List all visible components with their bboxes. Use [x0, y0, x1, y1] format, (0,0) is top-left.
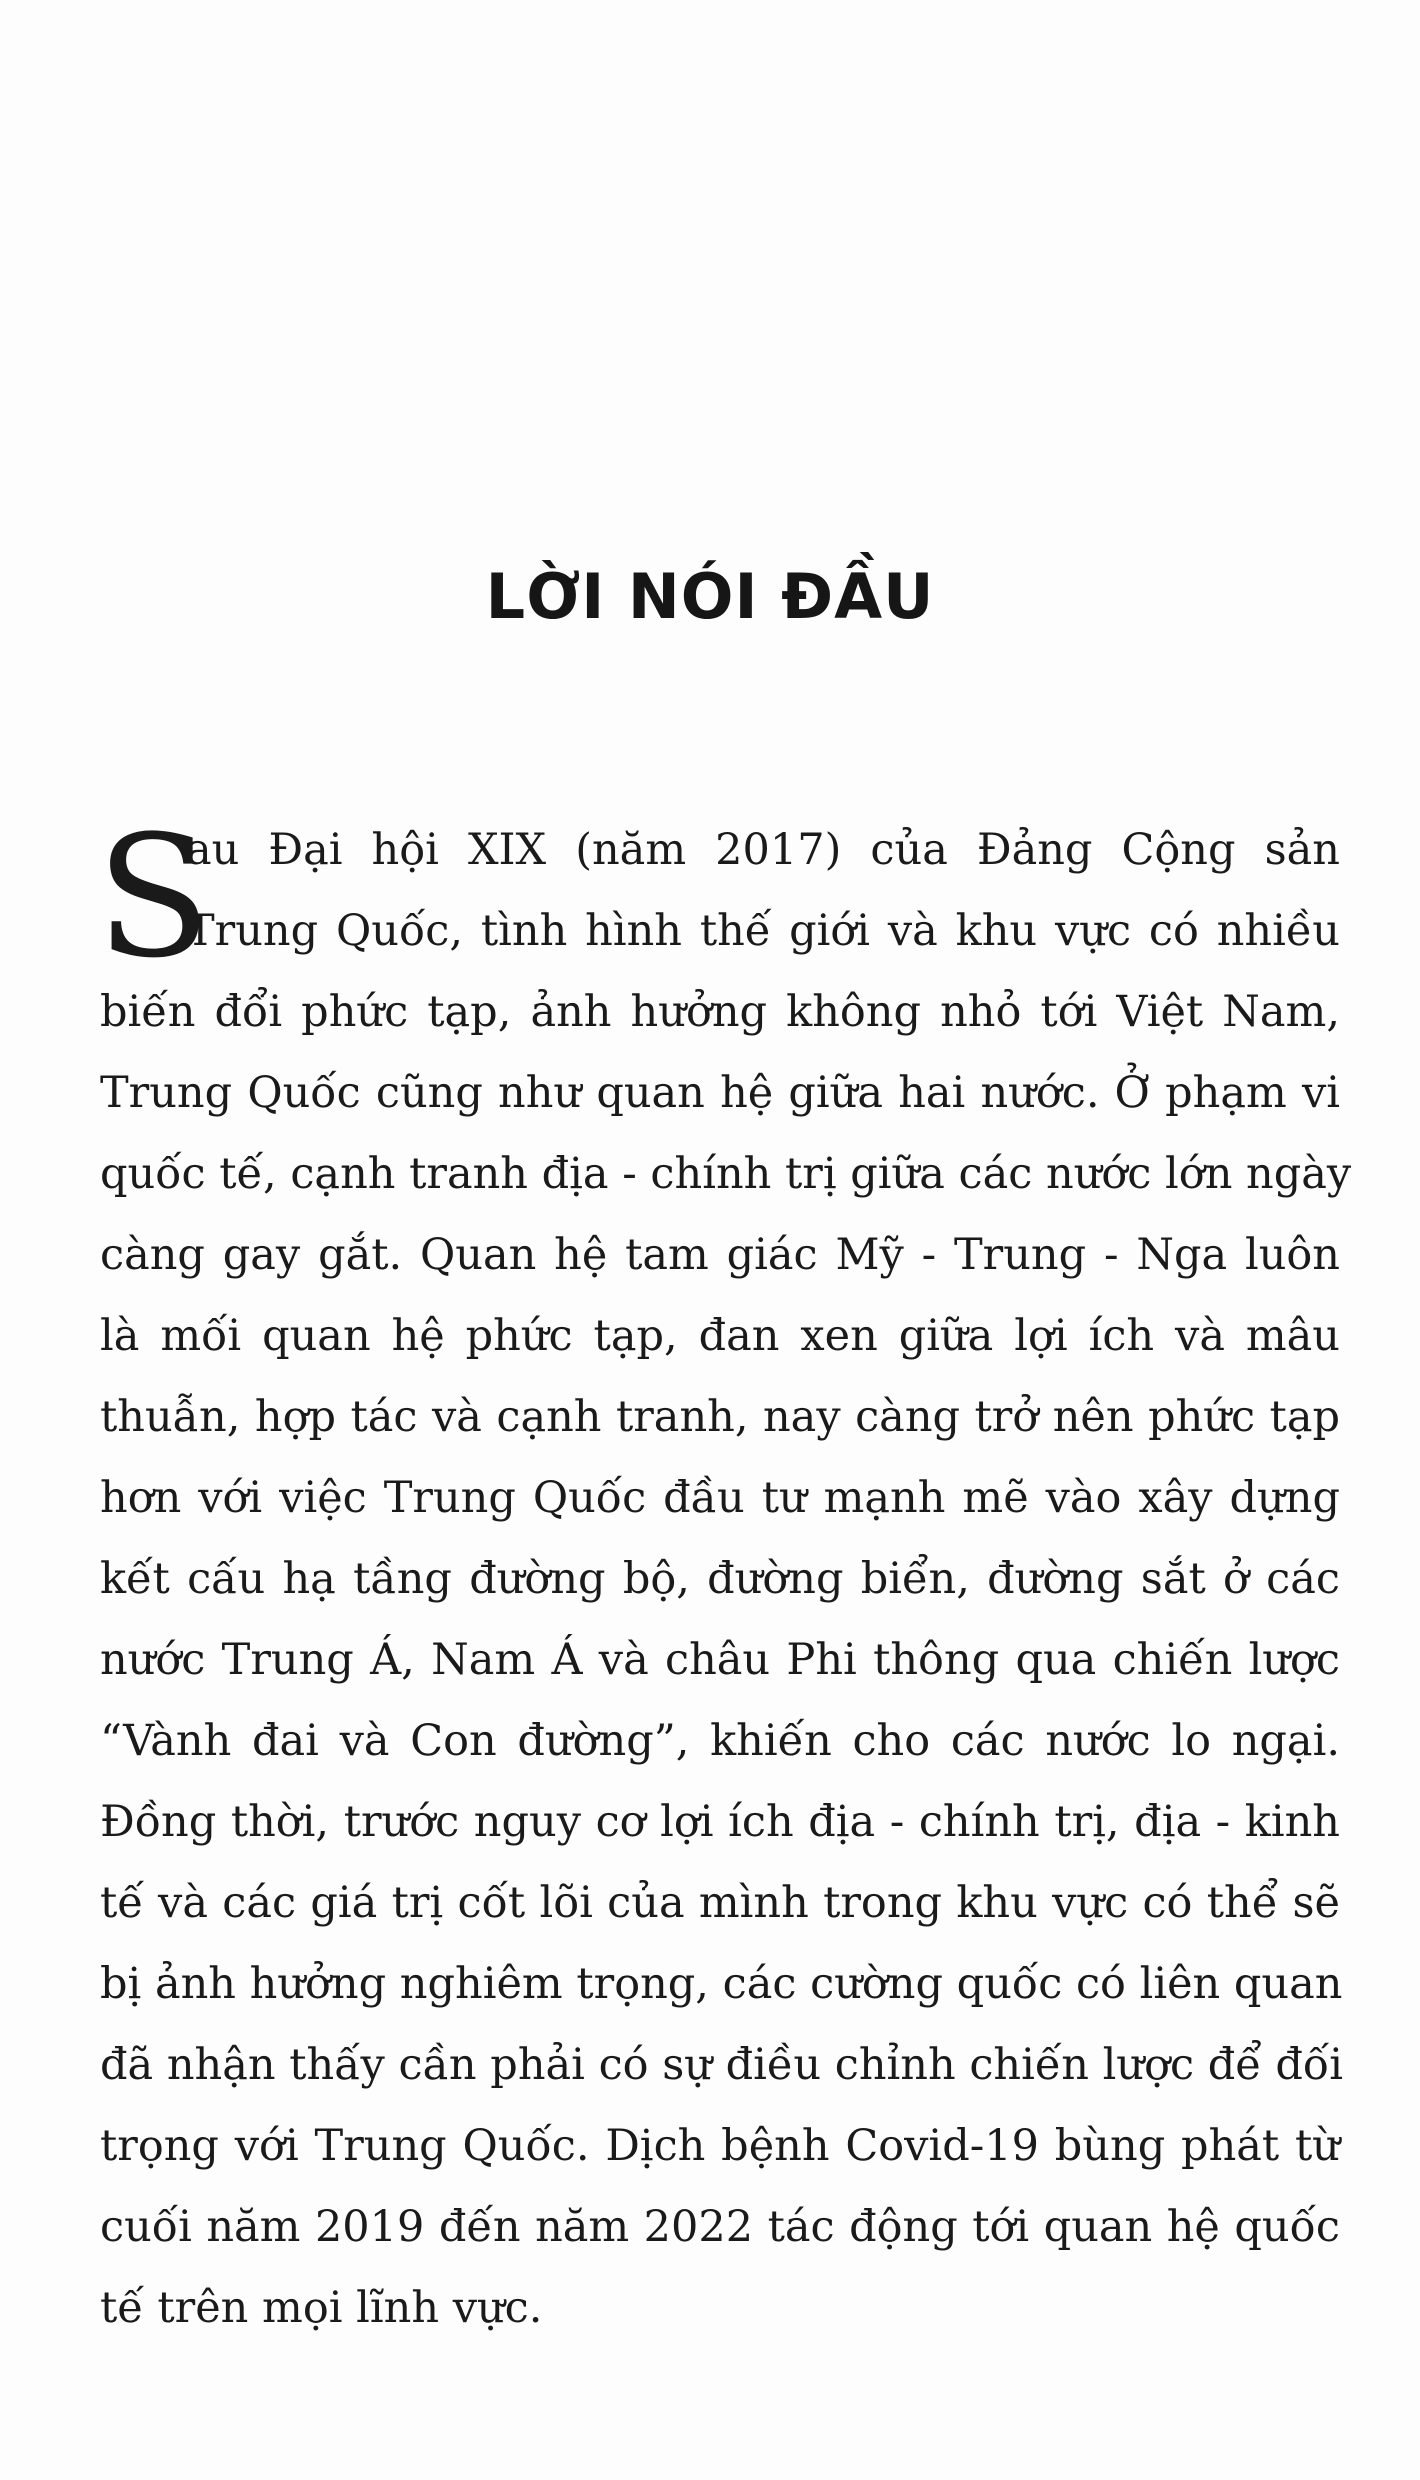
paragraph-line: cuối năm 2019 đến năm 2022 tác động tới quan hệ quốc [100, 2202, 1340, 2252]
paragraph-line: au Đại hội XIX (năm 2017) của Đảng Cộng sản [186, 825, 1340, 875]
paragraph-line: “Vành đai và Con đường”, khiến cho các nước lo ngại. [100, 1716, 1340, 1766]
paragraph-line: biến đổi phức tạp, ảnh hưởng không nhỏ tới Việt Nam, [100, 987, 1340, 1037]
paragraph-line: quốc tế, cạnh tranh địa - chính trị giữa các nước lớn ngày [100, 1149, 1352, 1199]
paragraph-line: càng gay gắt. Quan hệ tam giác Mỹ - Trung - Nga luôn [100, 1230, 1340, 1280]
paragraph-line: Đồng thời, trước nguy cơ lợi ích địa - chính trị, địa - kinh [100, 1797, 1340, 1847]
paragraph-line: thuẫn, hợp tác và cạnh tranh, nay càng trở nên phức tạp [100, 1392, 1340, 1442]
paragraph-line: Trung Quốc cũng như quan hệ giữa hai nước. Ở phạm vi [100, 1068, 1340, 1118]
paragraph-line: bị ảnh hưởng nghiêm trọng, các cường quốc có liên quan [100, 1959, 1343, 2009]
paragraph-line: kết cấu hạ tầng đường bộ, đường biển, đường sắt ở các [100, 1554, 1340, 1604]
paragraph-line: Trung Quốc, tình hình thế giới và khu vực có nhiều [186, 906, 1340, 956]
paragraph-line: là mối quan hệ phức tạp, đan xen giữa lợi ích và mâu [100, 1311, 1340, 1361]
drop-cap-letter: S [96, 799, 212, 995]
paragraph-line: trọng với Trung Quốc. Dịch bệnh Covid-19 bùng phát từ [100, 2121, 1340, 2171]
page-heading: LỜI NÓI ĐẦU [485, 560, 935, 633]
paragraph-line: nước Trung Á, Nam Á và châu Phi thông qua chiến lược [100, 1635, 1340, 1685]
body-paragraph [100, 810, 1352, 2349]
paragraph-line: tế trên mọi lĩnh vực. [100, 2283, 543, 2333]
paragraph-line: tế và các giá trị cốt lõi của mình trong khu vực có thể sẽ [100, 1878, 1340, 1928]
paragraph-line: đã nhận thấy cần phải có sự điều chỉnh chiến lược để đối [100, 2040, 1343, 2090]
paragraph-line: hơn với việc Trung Quốc đầu tư mạnh mẽ vào xây dựng [100, 1473, 1340, 1523]
